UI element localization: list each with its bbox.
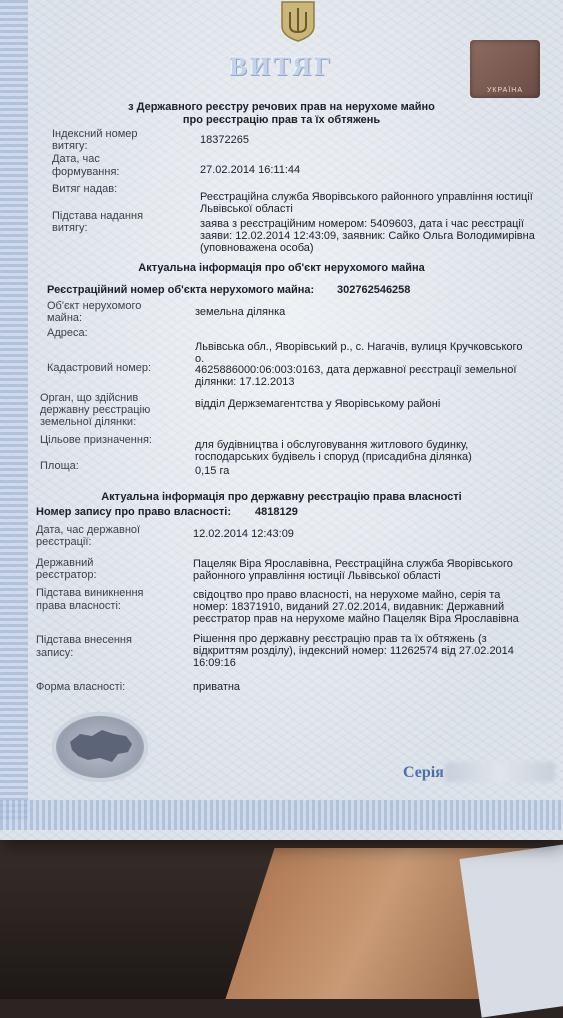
form-label: Форма власності: — [36, 681, 126, 693]
registrar-label-2: реєстратор: — [36, 569, 97, 581]
entry-value-3: 16:09:16 — [193, 657, 236, 669]
document-heading: ВИТЯГ — [229, 52, 334, 81]
registrar-value-1: Пацеляк Віра Ярославівна, Реєстраційна служба Яворівського — [193, 558, 513, 570]
form-value: приватна — [193, 681, 241, 693]
section-ownership-title: Актуальна інформація про державну реєстрацію права власності — [101, 491, 462, 503]
registrar-value-2: районного управління юстиції Львівської області — [193, 570, 441, 582]
organ-label-2: державну реєстрацію — [40, 404, 151, 416]
origin-value-2: номер: 18371910, виданий 27.02.2014, видавник: Державний — [193, 601, 505, 613]
record-number-label: Номер запису про право власності: — [36, 506, 231, 518]
ukraine-map-emblem — [52, 712, 148, 782]
basis-value-3: (уповноважена особа) — [200, 242, 314, 254]
reg-number-label: Реєстраційний номер об'єкта нерухомого майна: — [47, 284, 315, 296]
organ-label-3: земельної ділянки: — [40, 416, 137, 428]
section-object-title: Актуальна інформація про об'єкт нерухомого майна — [138, 262, 425, 274]
hologram-stamp — [470, 40, 540, 98]
purpose-value-2: господарських будівель і споруд (присадибна ділянка) — [195, 451, 472, 463]
index-value: 18372265 — [200, 134, 249, 146]
cadastral-label: Кадастровий номер: — [47, 362, 152, 374]
reg-number-value: 302762546258 — [337, 284, 411, 296]
index-label-2: витягу: — [52, 140, 88, 152]
date-label: Дата, час — [52, 153, 100, 165]
address-value-2: о. — [195, 353, 205, 365]
cadastral-value-1: 4625886000:06:003:0163, дата державної реєстрації земельної — [195, 364, 517, 376]
area-label: Площа: — [40, 460, 79, 472]
subtitle-line-1: з Державного реєстру речових прав на нерухоме майно — [128, 101, 435, 113]
record-number-value: 4818129 — [255, 506, 298, 518]
index-label: Індексний номер — [52, 128, 138, 140]
area-value: 0,15 га — [195, 465, 230, 477]
object-label: Об'єкт нерухомого — [47, 300, 142, 312]
entry-label: Підстава внесення — [36, 634, 132, 646]
given-value-1: Реєстраційна служба Яворівського районного управління юстиції — [200, 191, 533, 203]
address-value-1: Львівська обл., Яворівський р., с. Нагачів, вулиця Кручковського — [195, 341, 523, 353]
origin-label-2: права власності: — [36, 600, 121, 612]
origin-value-3: реєстратор прав на нерухоме майно Пацеляк Віра Ярославівна — [193, 613, 519, 625]
redacted-series-number — [445, 762, 555, 782]
basis-value-1: заява з реєстраційним номером: 5409603, дата і час реєстрації — [200, 218, 524, 230]
entry-value-2: відкриттям розділу), індексний номер: 11262574 від 27.02.2014 — [193, 645, 514, 657]
regdate-label-2: реєстрації: — [36, 536, 92, 548]
date-label-2: формування: — [52, 166, 120, 178]
origin-label: Підстава виникнення — [36, 587, 144, 599]
given-value-2: Львівської області — [200, 203, 293, 215]
basis-label: Підстава надання — [52, 210, 144, 222]
regdate-value: 12.02.2014 12:43:09 — [193, 528, 294, 540]
basis-label-2: витягу: — [52, 222, 88, 234]
registrar-label: Державний — [36, 557, 94, 569]
address-label: Адреса: — [47, 327, 88, 339]
entry-value-1: Рішення про державну реєстрацію прав та їх обтяжень (з — [193, 633, 487, 645]
series-label: Серія — [403, 764, 444, 781]
purpose-value-1: для будівництва і обслуговування житлового будинку, — [195, 439, 469, 451]
organ-value: відділ Держземагентства у Яворівському районі — [195, 398, 441, 410]
purpose-label: Цільове призначення: — [40, 434, 152, 446]
entry-label-2: запису: — [36, 647, 74, 659]
basis-value-2: заяви: 12.02.2014 12:43:09, заявник: Сайко Ольга Володимирівна — [200, 230, 535, 242]
coat-of-arms-icon — [278, 0, 318, 42]
subtitle-line-2: про реєстрацію прав та їх обтяжень — [182, 114, 381, 126]
guilloche-border-bottom — [0, 800, 563, 830]
origin-value-1: свідоцтво про право власності, на нерухоме майно, серія та — [193, 589, 501, 601]
regdate-label: Дата, час державної — [36, 524, 141, 536]
stamp-label: УКРАЇНА — [486, 87, 524, 94]
ukraine-map-icon — [52, 712, 148, 782]
date-value: 27.02.2014 16:11:44 — [200, 164, 301, 176]
given-label: Витяг надав: — [52, 183, 118, 195]
object-label-2: майна: — [47, 312, 83, 324]
cadastral-value-2: ділянки: 17.12.2013 — [195, 376, 295, 388]
object-value: земельна ділянка — [195, 306, 286, 318]
organ-label: Орган, що здійснив — [40, 392, 139, 404]
